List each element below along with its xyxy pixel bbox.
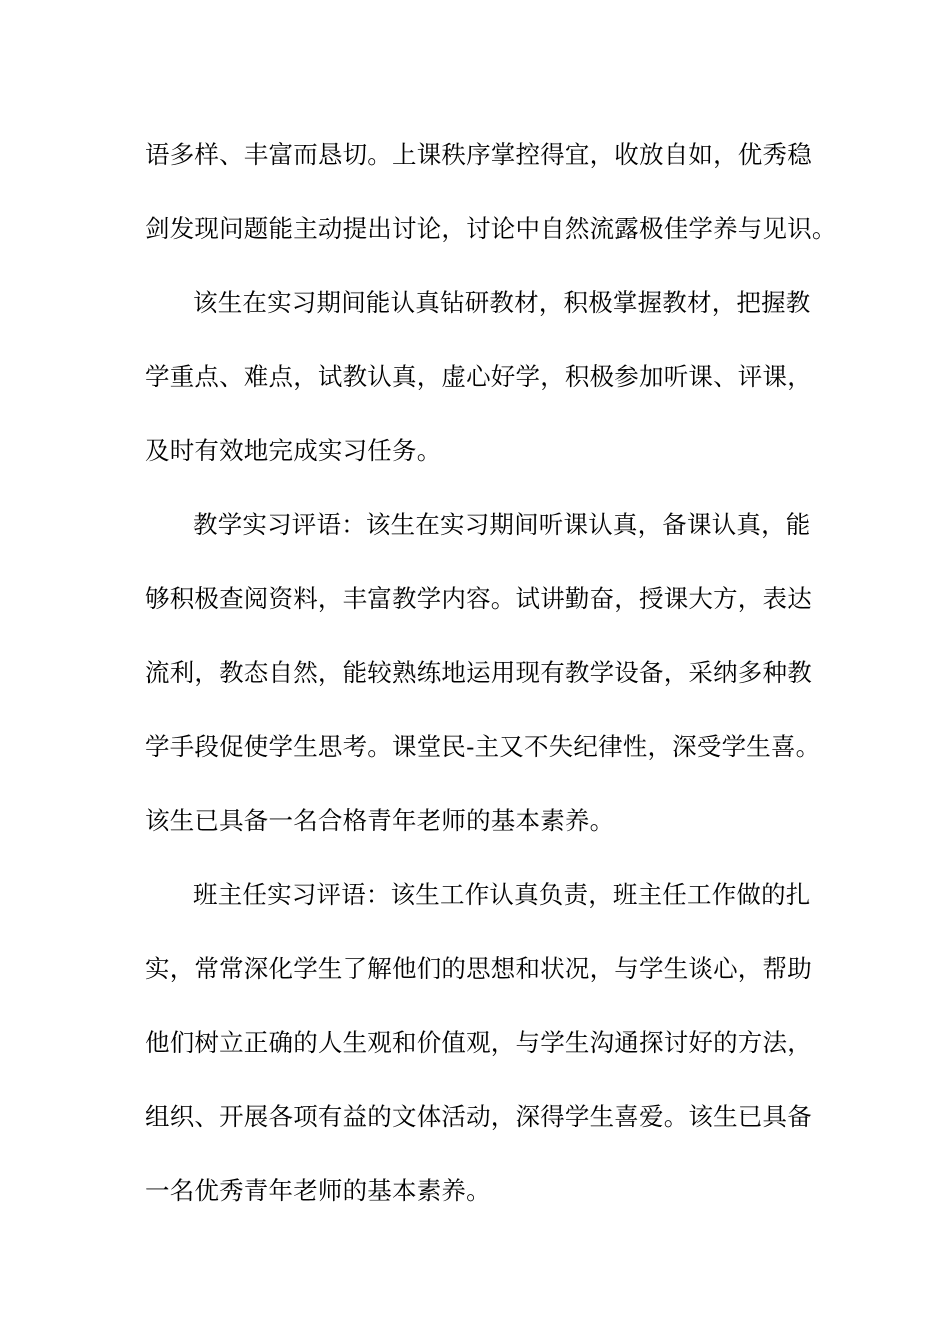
- text-line: 组织、开展各项有益的文体活动，深得学生喜爱。该生已具备: [145, 1102, 812, 1131]
- text-line: 一名优秀青年老师的基本素养。: [145, 1176, 491, 1205]
- text-line: 该生已具备一名合格青年老师的基本素养。: [145, 806, 615, 835]
- text-line: 剑发现问题能主动提出讨论，讨论中自然流露极佳学养与见识。: [145, 214, 837, 243]
- paragraph-start-line: 该生在实习期间能认真钻研教材，积极掌握教材，把握教: [193, 288, 811, 317]
- text-line: 学重点、难点，试教认真，虚心好学，积极参加听课、评课，: [145, 362, 812, 391]
- paragraph-start-line: 教学实习评语：该生在实习期间听课认真，备课认真，能: [193, 510, 811, 539]
- text-line: 流利，教态自然，能较熟练地运用现有教学设备，采纳多种教: [145, 658, 812, 687]
- paragraph-start-line: 班主任实习评语：该生工作认真负责，班主任工作做的扎: [193, 880, 811, 909]
- text-line: 及时有效地完成实习任务。: [145, 436, 442, 465]
- text-line: 学手段促使学生思考。课堂民-主又不失纪律性，深受学生喜。: [145, 732, 821, 761]
- text-line: 够积极查阅资料，丰富教学内容。试讲勤奋，授课大方，表达: [145, 584, 812, 613]
- text-line: 实，常常深化学生了解他们的思想和状况，与学生谈心，帮助: [145, 954, 812, 983]
- text-line: 语多样、丰富而恳切。上课秩序掌控得宜，收放自如，优秀稳: [145, 140, 812, 169]
- text-line: 他们树立正确的人生观和价值观，与学生沟通探讨好的方法，: [145, 1028, 812, 1057]
